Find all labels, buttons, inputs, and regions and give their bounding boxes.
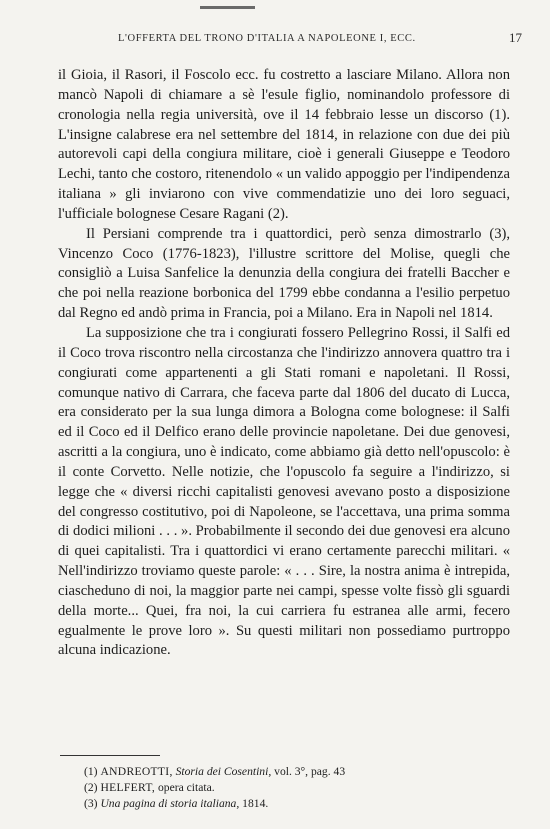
footnote-rest: opera citata. xyxy=(157,781,215,794)
footnote-work: Una pagina di storia italiana, xyxy=(100,797,240,810)
footnote-number: (3) xyxy=(84,797,98,810)
footnote-number: (1) xyxy=(84,765,98,778)
paragraph-2: Il Persiani comprende tra i quattordici, però senza dimostrarlo (3), Vincenzo Coco (1776-1823), l'illustre scrittore del Molise, quegli che consigliò a Luisa Sanfelice la denunzia della congiura dei fratelli Baccher e che poi nella reazione borbonica del 1799 ebbe condanna a l'esilio perpetuo dal Regno ed andò prima in Francia, poi a Milano. Era in Napoli nel 1814. xyxy=(58,225,510,322)
top-decorative-rule xyxy=(200,6,255,9)
footnote-number: (2) xyxy=(84,781,98,794)
footnote-3 xyxy=(84,796,504,812)
footnote-separator xyxy=(60,755,160,756)
footnote-1 xyxy=(84,764,504,780)
footnote-rest: vol. 3°, pag. 43 xyxy=(274,765,346,778)
paragraph-1: il Gioia, il Rasori, il Foscolo ecc. fu costretto a lasciare Milano. Allora non mancò Napoli di chiamare a sè l'esule figlio, nominandolo professore di cronologia nella regia università, ove il 14 febbraio lesse un discorso (1). L'insigne calabrese era nel settembre del 1814, in relazione con due dei più autorevoli capi della congiura militare, cioè i generali Giuseppe e Teodoro Lechi, tanto che costoro, ritenendolo « un valido appoggio per l'indipendenza italiana » gli inviarono con vive commendatizie uno dei loro seguaci, l'ufficiale bolognese Cesare Ragani (2). xyxy=(58,67,510,222)
paragraph-3: La supposizione che tra i congiurati fossero Pellegrino Rossi, il Salfi ed il Coco trova riscontro nella circostanza che l'indirizzo annovera quattro tra i congiurati come appartenenti a gli Stati romani e napoletani. Il Rossi, comunque nativo di Carrara, che faceva parte dal 1806 del ducato di Lucca, era considerato per la sua lunga dimora a Bologna come bolognese: il Salfi ed il Coco ed il Delfico erano delle provincie napoletane. Dei due genovesi, ascritti a la congiura, uno è indicato, come abbiamo già detto nell'opuscolo: è il conte Corvetto. Nelle notizie, che l'opuscolo fa seguire a l'indirizzo, si legge che « diversi ricchi capitalisti genovesi avevano posto a disposizione del congresso costitutivo, poi di Napoleone, se l'accettava, una prima somma di dodici milioni . . . ». Probabilmente il secondo dei due genovesi era alcuno di quei capitalisti. Tra i quattordici vi erano certamente parecchi militari. « Nell'indirizzo troviamo queste parole: « . . . Sire, la nostra anima è intrepida, ciascheduno di noi, la maggior parte nei campi, spesse volte fissò gli sguardi della morte... Quei, fra noi, la cui carriera fu estranea alle armi, fecero egualmente le prove loro ». Su questi militari non possediamo purtroppo alcuna indicazione. xyxy=(58,324,510,659)
footnote-author: HELFERT, xyxy=(100,781,156,794)
footnote-2 xyxy=(84,780,504,796)
page-number: 17 xyxy=(509,30,522,45)
footnote-author: ANDREOTTI, xyxy=(100,765,173,778)
footnote-work: Storia dei Cosentini, xyxy=(175,765,272,778)
footnotes xyxy=(84,764,504,812)
running-title: L'OFFERTA DEL TRONO D'ITALIA A NAPOLEONE I, ECC. xyxy=(118,33,416,44)
main-text xyxy=(58,66,510,661)
footnote-rest: 1814. xyxy=(242,797,269,810)
